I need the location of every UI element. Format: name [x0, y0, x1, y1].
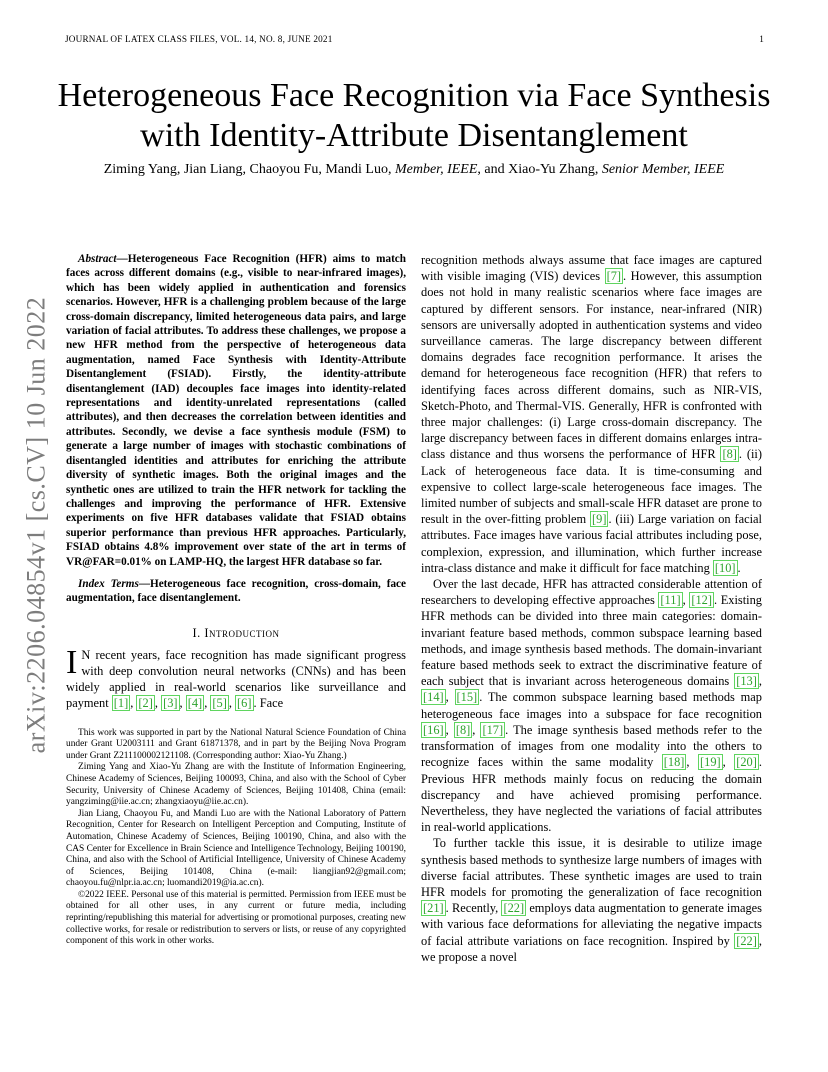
author-list [80, 160, 748, 179]
section-number: I. [192, 625, 205, 640]
citation-link[interactable]: [9] [592, 512, 607, 527]
citation-link[interactable]: [2] [138, 696, 153, 711]
authors-member: Member, IEEE [394, 162, 478, 177]
citation-link[interactable]: [13] [736, 674, 757, 689]
citation-link[interactable]: [22] [736, 933, 757, 948]
drop-cap: I [66, 643, 78, 681]
footnote: Ziming Yang and Xiao-Yu Zhang are with the Institute of Information Engineering, Chinese Academy of Sciences, Beijing 100093, China, and also with the School of Cyber Security, University of Chinese Academy of Sciences, Beijing 101408, China (email: yangziming@iie.ac.cn; zhangxiaoyu@iie.ac.cn). [66, 762, 406, 808]
running-header [65, 34, 764, 44]
citation-link[interactable]: [6] [237, 696, 252, 711]
left-column [66, 252, 406, 948]
arxiv-id: arXiv:2206.04854v1 [cs.CV] 10 Jun 2022 [21, 296, 51, 754]
index-terms-text: —Heterogeneous face recognition, cross-domain, face augmentation, face disentanglement. [66, 577, 406, 605]
footnotes [66, 728, 406, 948]
section-heading [66, 626, 406, 641]
footnote: Jian Liang, Chaoyou Fu, and Mandi Luo are with the National Laboratory of Pattern Recognition, Center for Research on Intelligent Perception and Computing, Institute of Automation, Chinese Academy of Sciences, Beijing 100190, China, and also with the CAS Center for Excellence in Brain Science and Intelligence Technology, Beijing 100190, China, and also with the School of Artificial Intelligence, University of Chinese Academy of Sciences, Beijing 101408, China (e-mail: liangjian92@gmail.com; chaoyou.fu@nlpr.ia.ac.cn; luomandi2019@ia.ac.cn). [66, 808, 406, 889]
citation-link[interactable]: [22] [503, 901, 525, 916]
intro-text: N recent years, face recognition has made significant progress with deep convolution neural networks (CNNs) and has been widely applied in real-world scenarios like surveillance and payment [66, 647, 406, 711]
citation-link[interactable]: [15] [456, 690, 478, 705]
body-paragraph: Over the last decade, HFR has attracted considerable attention of researchers to developing effective approaches [11] , [12] . Existing HFR methods can be divided into three main categories: domain-invariant feature based methods, common subspace learning based methods, and image synthesis based methods. The domain-invariant feature based methods seek to extract the discriminative feature of each subject that is invariant across heterogeneous domains [13] , [14] , [15] . The common subspace learning based methods map heterogeneous face images into a subspace for face recognition [16] , [8] , [17] . The image synthesis based methods refer to the transformation of images from one modality into the others to recognize faces within the same modality [18] , [19] , [20] . Previous HFR methods mainly focus on reducing the domain discrepancy and have achieved promising performance. Nevertheless, they have neglected the variations of facial attributes in real-world applications. [421, 577, 762, 835]
section-title: Introduction [204, 625, 280, 640]
footnote: ©2022 IEEE. Personal use of this material is permitted. Permission from IEEE must be obtained for all other uses, in any current or future media, including reprinting/republishing this material for advertising or promotional purposes, creating new collective works, for resale or redistribution to servers or lists, or reuse of any copyrighted component of this work in other works. [66, 889, 406, 947]
paper-title: Heterogeneous Face Recognition via Face Synthesis with Identity-Attribute Disentanglement [57, 77, 771, 154]
abstract-text: —Heterogeneous Face Recognition (HFR) aims to match faces across different domains (e.g., visible to near-infrared images), which has been widely applied in authentication and forensics scenarios. However, HFR is a challenging problem because of the large cross-domain discrepancy, limited heterogeneous data pairs, and large variation of facial attributes. To address these challenges, we propose a new HFR method from the perspective of heterogeneous data augmentation, named Face Synthesis with Identity-Attribute Disentanglement (FSIAD). Firstly, the identity-attribute disentanglement (IAD) decouples face images into identity-related representations and identity-unrelated representations (called attributes), and then decreases the correlation between identities and attributes. Secondly, we devise a face synthesis module (FSM) to generate a large number of images with stochastic combinations of disentangled identities and attributes for enriching the attribute diversity of synthetic images. Both the original images and the synthetic ones are utilized to train the HFR network for tackling the challenges and improving the performance of HFR. Extensive experiments on five HFR databases validate that FSIAD obtains superior performance than previous HFR approaches. Particularly, FSIAD obtains 4.8% improvement over state of the art in terms of VR@FAR=0.01% on LAMP-HQ, the largest HFR database so far. [66, 253, 406, 568]
authors-names: Ziming Yang, Jian Liang, Chaoyou Fu, Mandi Luo, [103, 162, 395, 177]
citation-link[interactable]: [12] [691, 593, 712, 608]
journal-name: JOURNAL OF LATEX CLASS FILES, VOL. 14, NO. 8, JUNE 2021 [65, 34, 333, 44]
citation-link[interactable]: [8] [455, 722, 471, 737]
citation-link[interactable]: [3] [163, 696, 178, 711]
body-paragraph: To further tackle this issue, it is desirable to utilize image synthesis based methods to synthesize large numbers of images with diverse facial attributes. These synthetic images are used to train HFR models for promoting the generalization of face recognition [21] . Recently, [22] employs data augmentation to generate images with various face deformations for alleviating the negative impacts of facial attribute variations on face recognition. Inspired by [22] , we propose a novel [421, 836, 763, 964]
right-column [421, 252, 762, 965]
intro-paragraph: I N recent years, face recognition has made significant progress with deep convolution neural networks (CNNs) and has been widely applied in real-world scenarios like surveillance and payment [1] , [2] , [3] , [4] , [5] , [6] . Face [66, 643, 406, 711]
citation-link[interactable]: [18] [663, 755, 685, 770]
citation-link[interactable]: [8] [722, 447, 737, 462]
citation-link[interactable]: [21] [423, 901, 444, 916]
intro-tail: . Face [253, 696, 284, 711]
abstract [66, 252, 406, 569]
index-terms-label: Index Terms [78, 577, 139, 590]
citation-link[interactable]: [7] [606, 269, 622, 284]
authors-and: , and Xiao-Yu Zhang, [477, 162, 602, 177]
page-number: 1 [759, 34, 764, 44]
citation-link[interactable]: [16] [423, 722, 444, 737]
index-terms [66, 577, 406, 606]
citation-link[interactable]: [14] [423, 690, 444, 705]
citation-link[interactable]: [4] [187, 696, 203, 711]
footnote: This work was supported in part by the National Natural Science Foundation of China under Grant U2003111 and Grant 61871378, and in part by the Beijing Nova Program under Grant Z211100002121108. (Corresponding author: Xiao-Yu Zhang.) [66, 727, 406, 761]
citation-link[interactable]: [11] [660, 593, 681, 608]
citation-link[interactable]: [5] [212, 696, 227, 711]
citation-link[interactable]: [17] [482, 722, 504, 737]
body-paragraph: recognition methods always assume that face images are captured with visible imaging (VIS) devices [7] . However, this assumption does not hold in many realistic scenarios where face images are captured by different sensors. For instance, near-infrared (NIR) sensors are universally adopted in authentication systems and video surveillance cameras. The large discrepancy between different domains degrades face recognition performance. It arises the demand for heterogeneous face recognition (HFR) that refers to identifying faces across different domains, such as NIR-VIS, Sketch-Photo, and Thermal-VIS. Generally, HFR is confronted with three major challenges: (i) Large cross-domain discrepancy. The large discrepancy between faces in different domains enlarges intra-class distance and thus worsens the performance of HFR [8] . (ii) Lack of heterogeneous face data. It is time-consuming and expensive to collect large-scale heterogeneous face images. The limited number of subjects and small-scale HFR dataset are prone to result in the over-fitting problem [9] . (iii) Large variation on facial attributes. Face images have various facial attributes including pose, complexion, expression, and illumination, which further increase intra-class distance and make it difficult for face matching [10] . [421, 253, 762, 575]
citation-link[interactable]: [19] [700, 755, 721, 770]
abstract-label: Abstract [78, 253, 117, 265]
citation-link[interactable]: [1] [113, 696, 129, 711]
citation-link[interactable]: [10] [714, 560, 736, 575]
arxiv-stamp [15, 290, 57, 760]
authors-senior: Senior Member, IEEE [601, 162, 725, 177]
citation-link[interactable]: [20] [736, 755, 757, 770]
